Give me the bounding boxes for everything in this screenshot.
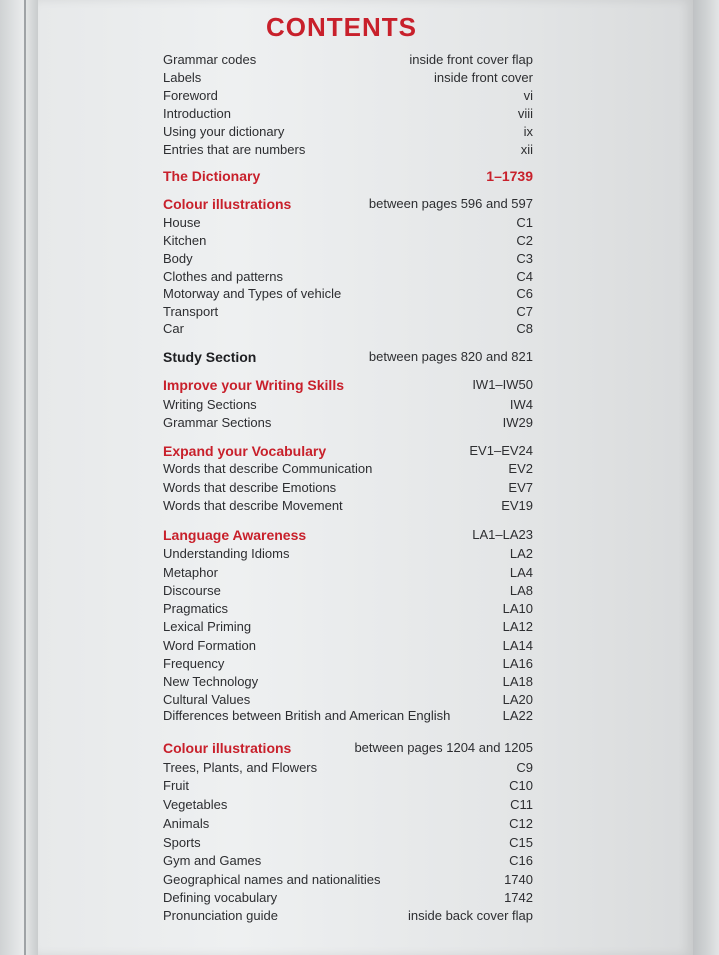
toc-entry-label: Word Formation: [163, 638, 256, 653]
toc-entry: [163, 320, 533, 338]
toc-entry-label: Colour illustrations: [163, 196, 292, 212]
toc-entry: [163, 285, 533, 303]
toc-entry-label: Words that describe Movement: [163, 498, 343, 513]
toc-entry: [163, 414, 533, 432]
toc-entry-page: C8: [516, 321, 533, 336]
toc-entry-page: EV7: [508, 480, 533, 495]
toc-entry: [163, 871, 533, 889]
toc-entry: [163, 637, 533, 655]
toc-entry-label: Trees, Plants, and Flowers: [163, 760, 318, 775]
toc-entry-label: Fruit: [163, 778, 189, 793]
toc-entry: [163, 759, 533, 777]
toc-entry-label: Gym and Games: [163, 853, 262, 868]
spine-crease: [24, 0, 26, 955]
toc-entry-page: LA14: [502, 638, 533, 653]
toc-entry-label: Lexical Priming: [163, 619, 252, 634]
toc-entry: [163, 618, 533, 636]
toc-entry: [163, 105, 533, 123]
toc-entry-page: vi: [523, 88, 533, 103]
toc-entry-page: LA1–LA23: [472, 527, 533, 542]
toc-entry-label: Introduction: [163, 106, 231, 121]
toc-section-heading: [163, 739, 533, 757]
toc-entry: [163, 600, 533, 618]
toc-entry-label: Animals: [163, 816, 210, 831]
toc-entry-page: C9: [516, 760, 533, 775]
toc-entry-page: LA8: [509, 583, 533, 598]
toc-entry-page: between pages 596 and 597: [368, 196, 533, 211]
toc-entry-label: Frequency: [163, 656, 225, 671]
toc-entry: [163, 582, 533, 600]
toc-entry-label: Writing Sections: [163, 397, 257, 412]
toc-entry-page: LA22: [502, 708, 533, 723]
toc-entry: [163, 479, 533, 497]
toc-section-heading: [163, 195, 533, 213]
toc-entry-page: C6: [516, 286, 533, 301]
toc-entry: [163, 51, 533, 69]
toc-entry: [163, 777, 533, 795]
page-edge-right: [693, 0, 719, 955]
toc-entry-page: LA16: [502, 656, 533, 671]
toc-entry: [163, 655, 533, 673]
toc-entry: [163, 303, 533, 321]
toc-entry-page: 1–1739: [486, 168, 533, 184]
toc-entry-label: Metaphor: [163, 565, 218, 580]
toc-entry-label: The Dictionary: [163, 168, 261, 184]
toc-entry: [163, 268, 533, 286]
toc-entry: [163, 250, 533, 268]
toc-entry-label: Colour illustrations: [163, 740, 292, 756]
toc-entry-page: inside front cover: [434, 70, 533, 85]
toc-entry: [163, 834, 533, 852]
toc-entry: [163, 141, 533, 159]
toc-entry-page: C3: [516, 251, 533, 266]
toc-entry: [163, 460, 533, 478]
toc-entry-page: EV19: [501, 498, 533, 513]
toc-entry-page: IW29: [502, 415, 533, 430]
toc-entry-page: C10: [509, 778, 533, 793]
toc-entry: [163, 396, 533, 414]
toc-entry-page: C16: [509, 853, 533, 868]
toc-entry-page: 1742: [504, 890, 533, 905]
toc-entry-page: LA4: [509, 565, 533, 580]
toc-section-heading: [163, 442, 533, 460]
toc-section-heading: [163, 167, 533, 185]
toc-entry-page: LA18: [502, 674, 533, 689]
toc-entry-page: viii: [517, 106, 533, 121]
toc-entry-label: Car: [163, 321, 184, 336]
toc-entry-page: C15: [509, 835, 533, 850]
toc-entry-label: Kitchen: [163, 233, 207, 248]
toc-entry-label: Clothes and patterns: [163, 269, 283, 284]
toc-entry-page: C11: [510, 797, 533, 812]
toc-entry-page: IW1–IW50: [472, 377, 533, 392]
toc-entry-label: Grammar Sections: [163, 415, 272, 430]
toc-entry-label: Geographical names and nationalities: [163, 872, 381, 887]
toc-entry: [163, 707, 533, 725]
toc-entry: [163, 214, 533, 232]
toc-entry: [163, 815, 533, 833]
toc-section-heading: [163, 348, 533, 366]
toc-entry-page: LA2: [509, 546, 533, 561]
toc-entry-label: Differences between British and American English: [163, 708, 451, 723]
toc-entry-page: EV2: [508, 461, 533, 476]
toc-entry-label: Cultural Values: [163, 692, 251, 707]
toc-entry-label: Improve your Writing Skills: [163, 377, 345, 393]
toc-section-heading: [163, 526, 533, 544]
toc-entry: [163, 852, 533, 870]
toc-entry-label: Understanding Idioms: [163, 546, 290, 561]
toc-entry-page: C1: [516, 215, 533, 230]
toc-entry-page: inside back cover flap: [407, 908, 533, 923]
toc-entry-page: 1740: [504, 872, 533, 887]
toc-entry-label: Transport: [163, 304, 219, 319]
toc-entry-page: C7: [516, 304, 533, 319]
toc-entry-page: between pages 1204 and 1205: [354, 740, 533, 755]
toc-entry-page: LA10: [502, 601, 533, 616]
toc-entry-label: Foreword: [163, 88, 218, 103]
toc-entry-label: Study Section: [163, 349, 257, 365]
toc-entry: [163, 497, 533, 515]
toc-entry: [163, 69, 533, 87]
toc-entry: [163, 907, 533, 925]
toc-entry-label: Pragmatics: [163, 601, 229, 616]
toc-entry-label: Vegetables: [163, 797, 228, 812]
toc-entry-label: Discourse: [163, 583, 221, 598]
toc-entry-label: Language Awareness: [163, 527, 307, 543]
toc-entry-page: LA20: [502, 692, 533, 707]
toc-entry-page: C2: [516, 233, 533, 248]
toc-entry-page: LA12: [502, 619, 533, 634]
toc-entry-label: Pronunciation guide: [163, 908, 278, 923]
toc-entry-page: xii: [520, 142, 533, 157]
toc-entry-page: IW4: [509, 397, 533, 412]
toc-entry-label: Using your dictionary: [163, 124, 285, 139]
toc-entry-page: inside front cover flap: [409, 52, 533, 67]
page-title: CONTENTS: [266, 12, 417, 42]
toc-entry-page: EV1–EV24: [469, 443, 533, 458]
toc-entry-label: Words that describe Communication: [163, 461, 373, 476]
toc-entry-page: C12: [509, 816, 533, 831]
toc-entry-page: between pages 820 and 821: [368, 349, 533, 364]
toc-entry-label: Defining vocabulary: [163, 890, 278, 905]
toc-entry-label: House: [163, 215, 201, 230]
toc-entry: [163, 673, 533, 691]
toc-entry-label: Entries that are numbers: [163, 142, 306, 157]
toc-entry-label: Motorway and Types of vehicle: [163, 286, 342, 301]
toc-entry-page: ix: [523, 124, 533, 139]
toc-entry-label: Sports: [163, 835, 201, 850]
toc-entry: [163, 564, 533, 582]
toc-entry: [163, 796, 533, 814]
toc-entry-label: New Technology: [163, 674, 259, 689]
toc-entry-label: Grammar codes: [163, 52, 257, 67]
toc-entry: [163, 87, 533, 105]
toc-entry-label: Body: [163, 251, 193, 266]
book-spine-left: [0, 0, 38, 955]
toc-entry-label: Expand your Vocabulary: [163, 443, 327, 459]
toc-entry-label: Labels: [163, 70, 202, 85]
toc-section-heading: [163, 376, 533, 394]
toc-entry-page: C4: [516, 269, 533, 284]
toc-entry-label: Words that describe Emotions: [163, 480, 337, 495]
toc-entry: [163, 889, 533, 907]
toc-entry: [163, 123, 533, 141]
toc-entry: [163, 232, 533, 250]
toc-entry: [163, 545, 533, 563]
